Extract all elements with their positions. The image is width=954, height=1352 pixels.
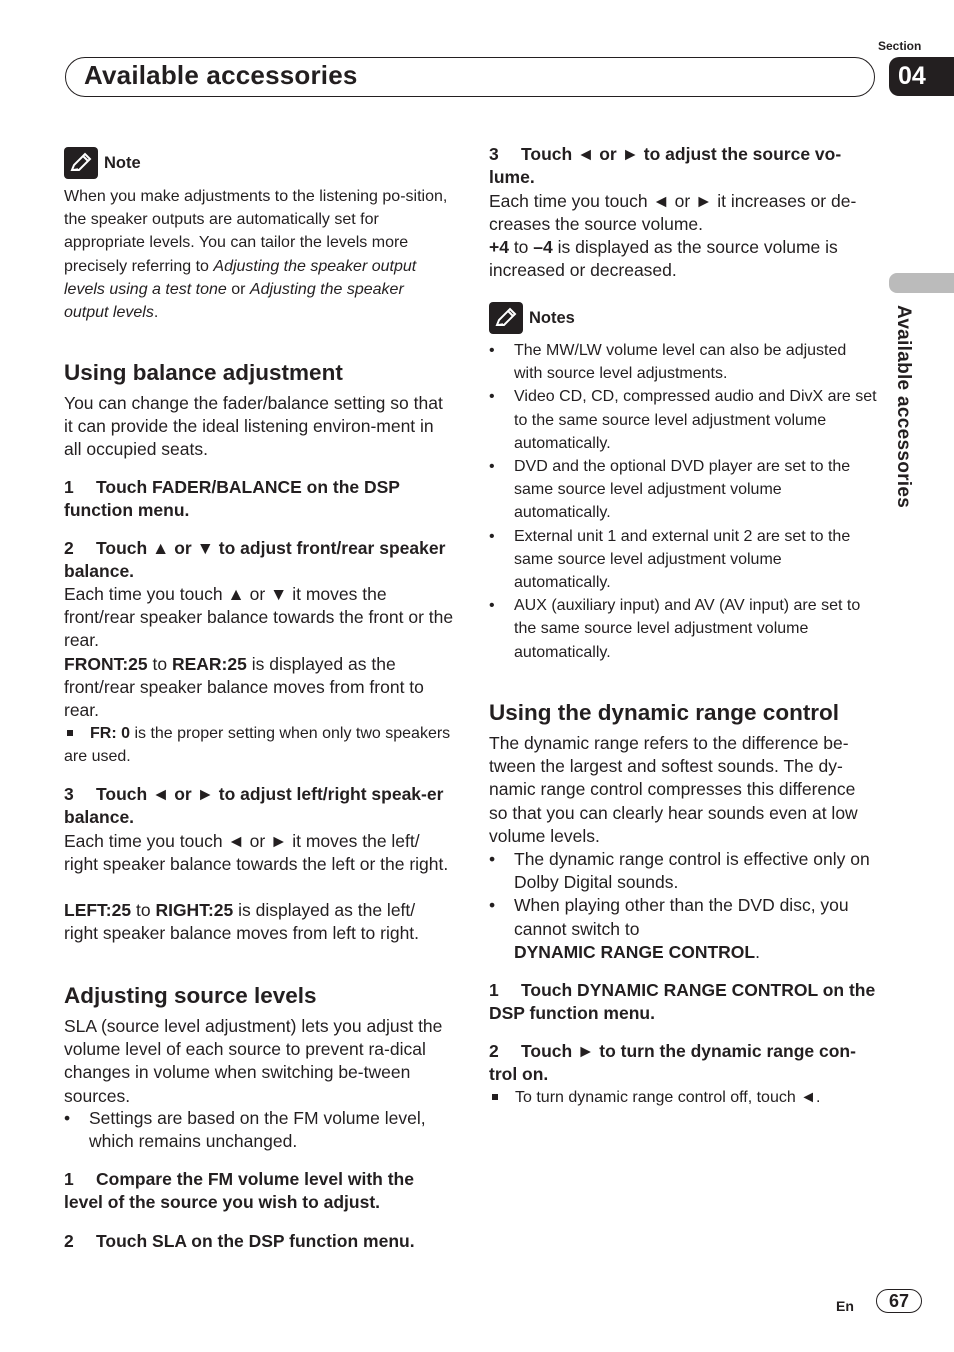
footer-language: En [836, 1298, 854, 1314]
balance-step-2-range: FRONT:25 to REAR:25 is displayed as the front/rear speaker balance moves from front to rear. [64, 654, 424, 721]
drc-step-2-tip [489, 1086, 879, 1109]
drc-intro: The dynamic range refers to the difference be-tween the largest and softest sounds. The dy-namic range control compresses this difference so that you can clearly hear sounds even at low volume levels. [489, 733, 858, 846]
side-tab-label: Available accessories [893, 305, 914, 509]
drc-bullets [489, 848, 879, 964]
note-title: Note [104, 153, 141, 172]
list-item: • The dynamic range control is effective only on Dolby Digital sounds. [489, 848, 879, 894]
list-item: • Video CD, CD, compressed audio and DivX are set to the same source level adjustment volume automatically. [489, 385, 879, 455]
note-pencil-icon [489, 302, 523, 334]
drc-step-2: 2 Touch ► to turn the dynamic range con-trol on. [489, 1041, 856, 1085]
list-item: • The MW/LW volume level can also be adjusted with source level adjustments. [489, 339, 879, 385]
sla-step-2: 2 Touch SLA on the DSP function menu. [64, 1231, 415, 1251]
notes-title: Notes [529, 308, 575, 327]
note-pencil-icon [64, 147, 98, 179]
balance-step-2-tip [64, 722, 454, 768]
page-number: 67 [876, 1289, 922, 1313]
balance-step-2: 2 Touch ▲ or ▼ to adjust front/rear speaker balance. [64, 538, 446, 582]
sla-step-1: 1 Compare the FM volume level with the level of the source you wish to adjust. [64, 1169, 414, 1213]
note-text: When you make adjustments to the listening po-sition, the speaker outputs are automatically set for appropriate levels. You can tailor the levels more precisely referring to Adjusting the speaker output levels using a test tone or Adjusting the speaker output levels. [64, 188, 448, 322]
notes-list [489, 339, 879, 664]
page-title: Available accessories [84, 60, 358, 90]
section-number-badge: 04 [889, 57, 954, 96]
list-item: To turn dynamic range control off, touch ◄. [489, 1086, 879, 1109]
drc-step-1: 1 Touch DYNAMIC RANGE CONTROL on the DSP function menu. [489, 980, 876, 1024]
list-item: • When playing other than the DVD disc, you cannot switch to DYNAMIC RANGE CONTROL. [489, 894, 879, 964]
section-label: Section [878, 39, 922, 53]
balance-step-1: 1 Touch FADER/BALANCE on the DSP function menu. [64, 477, 400, 521]
list-item: • AUX (auxiliary input) and AV (AV input) are set to the same source level adjustment volume automatically. [489, 594, 879, 664]
balance-step-2-desc: Each time you touch ▲ or ▼ it moves the front/rear speaker balance towards the front or the rear. [64, 584, 454, 651]
list-item: • Settings are based on the FM volume level, which remains unchanged. [64, 1107, 454, 1153]
sla-step-3-desc: Each time you touch ◄ or ► it increases or de-creases the source volume. [489, 191, 857, 235]
sla-step-3: 3 Touch ◄ or ► to adjust the source vo-lume. [489, 144, 842, 188]
sla-step-3-range: +4 to –4 is displayed as the source volume is increased or decreased. [489, 237, 838, 281]
list-item: • External unit 1 and external unit 2 are set to the same source level adjustment volume automatically. [489, 525, 879, 595]
sla-bullets [64, 1107, 454, 1153]
note-ref-2: Adjusting the speaker output levels [64, 280, 404, 322]
side-tab-marker [889, 273, 954, 293]
balance-step-3-desc: Each time you touch ◄ or ► it moves the left/ right speaker balance towards the left or the right. [64, 831, 449, 875]
balance-heading: Using balance adjustment [64, 360, 343, 385]
list-item: FR: 0 is the proper setting when only two speakers are used. [64, 722, 454, 768]
balance-intro: You can change the fader/balance setting so that it can provide the ideal listening environ-ment in all occupied seats. [64, 393, 443, 460]
balance-step-3-range: LEFT:25 to RIGHT:25 is displayed as the left/ right speaker balance moves from left to right. [64, 900, 420, 944]
sla-intro: SLA (source level adjustment) lets you adjust the volume level of each source to prevent ra-dical changes in volume when switching be-tween sources. [64, 1016, 443, 1106]
note-ref-1: Adjusting the speaker output levels using a test tone [64, 257, 417, 298]
notes-header [489, 302, 575, 334]
sla-heading: Adjusting source levels [64, 983, 317, 1008]
balance-step-3: 3 Touch ◄ or ► to adjust left/right speak-er balance. [64, 784, 444, 828]
note-header [64, 147, 141, 179]
drc-heading: Using the dynamic range control [489, 700, 840, 725]
list-item: • DVD and the optional DVD player are set to the same source level adjustment volume automatically. [489, 455, 879, 525]
